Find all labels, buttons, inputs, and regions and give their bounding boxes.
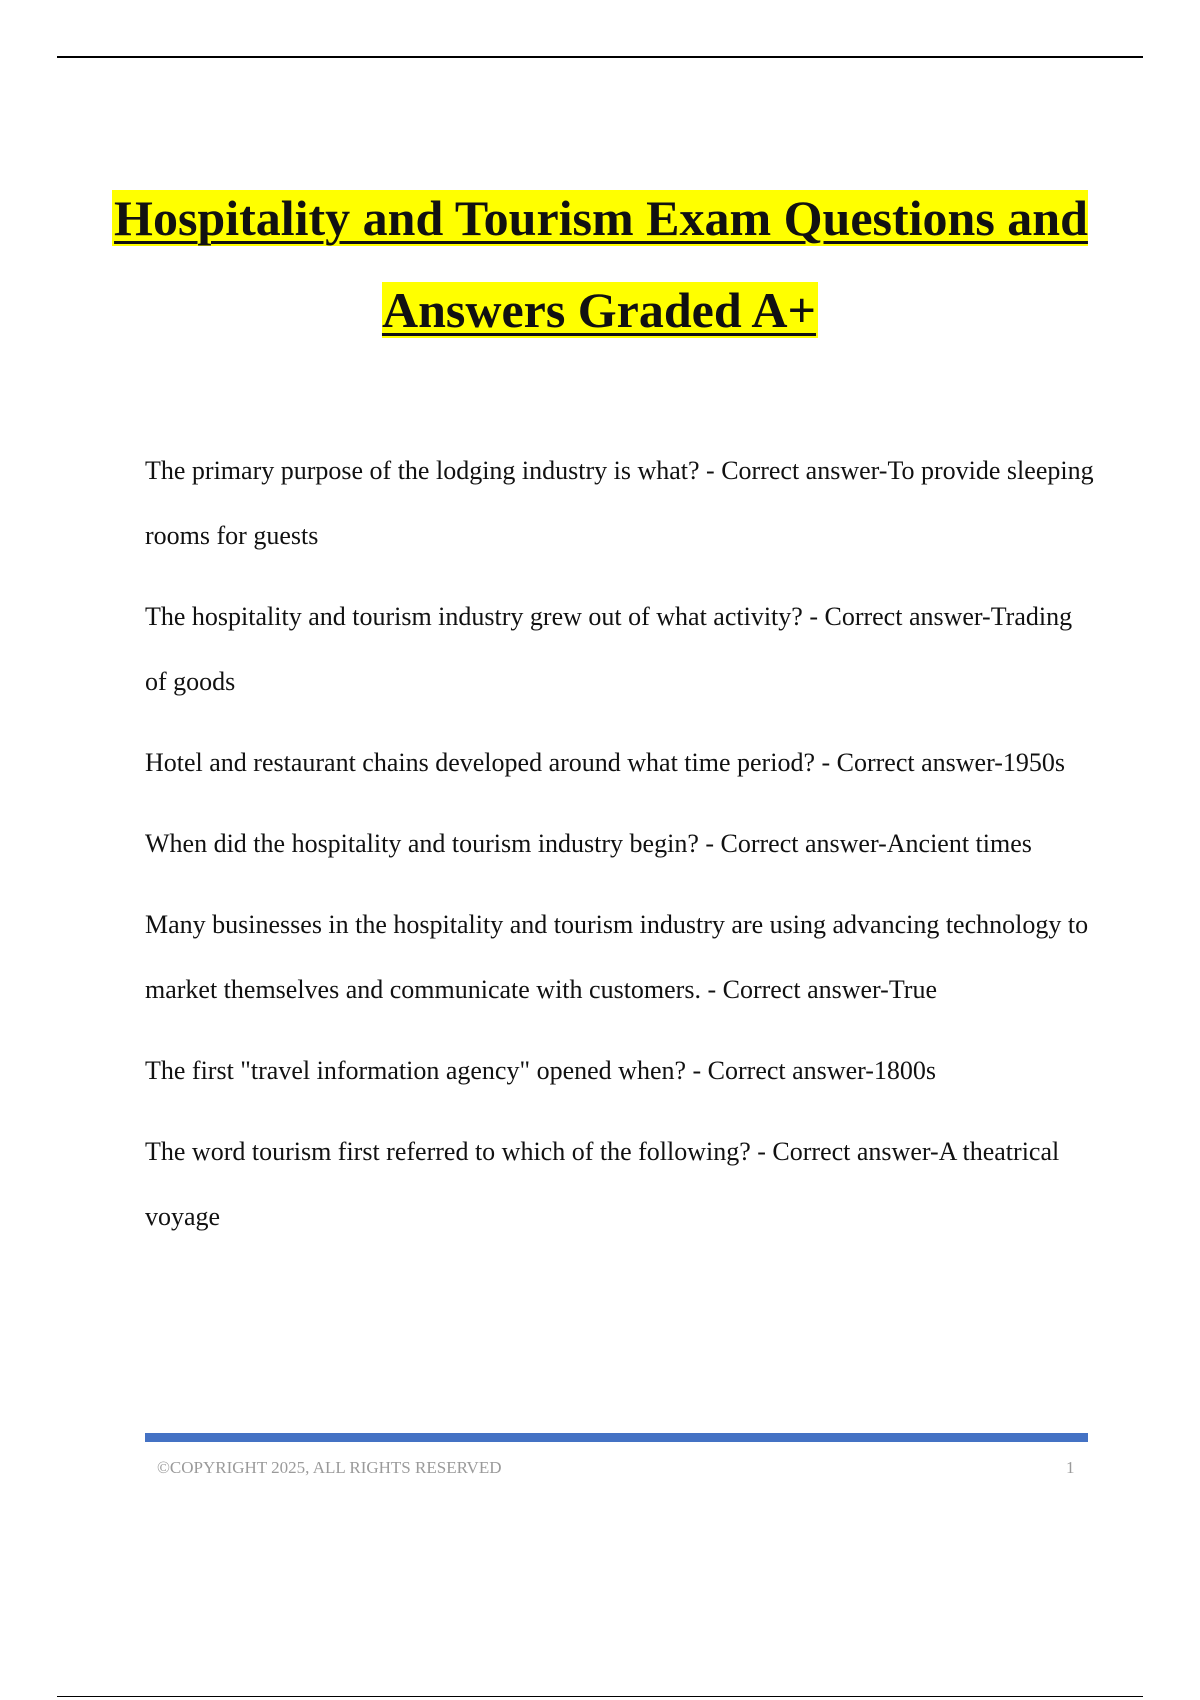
qa-item-6: The first "travel information agency" opened when? - Correct answer-1800s [145,1056,937,1085]
qa-list [145,438,1095,1265]
qa-item-5: Many businesses in the hospitality and tourism industry are using advancing technology to market themselves and communicate with customers. - Correct answer-True [145,910,1089,1004]
qa-item-2: The hospitality and tourism industry grew out of what activity? - Correct answer-Trading of goods [145,602,1073,696]
page-title [100,172,1100,356]
footer-copyright: ©COPYRIGHT 2025, ALL RIGHTS RESERVED [157,1458,502,1477]
page-title-text: Hospitality and Tourism Exam Questions and Answers Graded A+ [114,190,1088,338]
qa-item-1: The primary purpose of the lodging industry is what? - Correct answer-To provide sleeping rooms for guests [145,456,1094,550]
top-rule [57,56,1143,58]
page-number: 1 [1066,1458,1075,1477]
qa-item-7: The word tourism first referred to which of the following? - Correct answer-A theatrical voyage [145,1137,1060,1231]
qa-item-4: When did the hospitality and tourism industry begin? - Correct answer-Ancient times [145,829,1032,858]
footer-bar [145,1433,1088,1442]
qa-item-3: Hotel and restaurant chains developed around what time period? - Correct answer-1950s [145,748,1065,777]
bottom-rule [57,1696,1143,1697]
